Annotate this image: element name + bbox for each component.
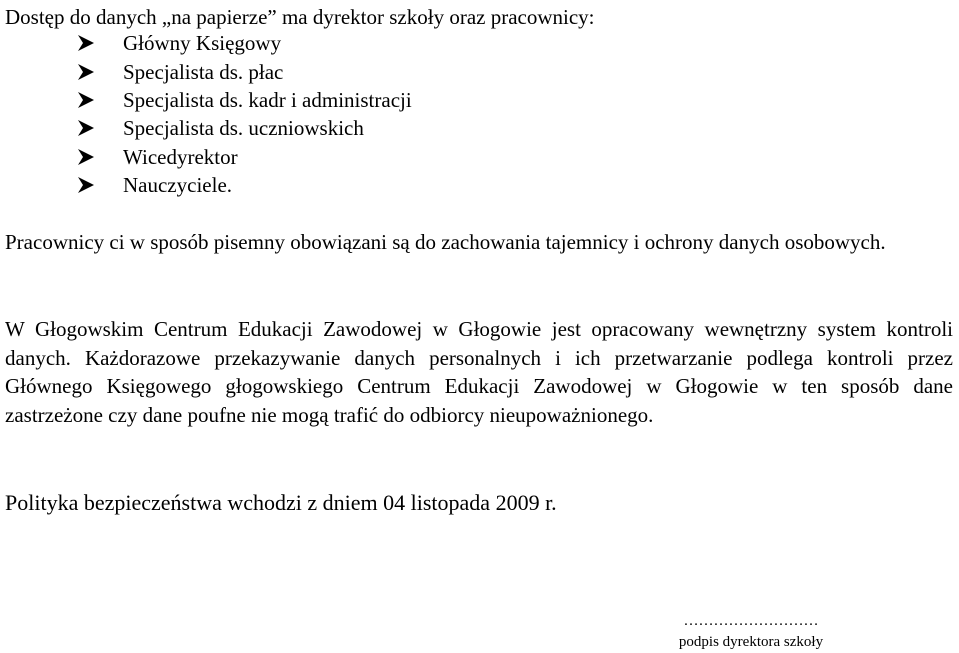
list-item (78, 57, 412, 85)
list-item (78, 86, 412, 114)
list-item-label: Wicedyrektor (123, 144, 238, 169)
arrow-bullet-icon (78, 120, 123, 136)
list-item-label: Specjalista ds. płac (123, 59, 284, 84)
arrow-bullet-icon (78, 149, 123, 165)
policy-effective-date: Polityka bezpieczeństwa wchodzi z dniem 04 listopada 2009 r. (5, 490, 557, 515)
list-item (78, 171, 412, 199)
list-item (78, 114, 412, 142)
list-item (78, 29, 412, 57)
intro-text: Dostęp do danych „na papierze” ma dyrektor szkoły oraz pracownicy: (5, 5, 595, 29)
list-item-label: Nauczyciele. (123, 173, 233, 198)
confidentiality-paragraph: Pracownicy ci w sposób pisemny obowiązani są do zachowania tajemnicy i ochrony danych osobowych. (5, 230, 886, 254)
list-item-label: Główny Księgowy (123, 31, 282, 56)
signature-line: ……………………… (683, 613, 819, 629)
signature-block (651, 612, 851, 652)
arrow-bullet-icon (78, 64, 123, 80)
list-item (78, 143, 412, 171)
list-item-label: Specjalista ds. kadr i administracji (123, 87, 412, 112)
document-page (5, 0, 953, 653)
list-item-label: Specjalista ds. uczniowskich (123, 116, 364, 141)
data-control-paragraph: W Głogowskim Centrum Edukacji Zawodowej w Głogowie jest opracowany wewnętrzny system kontroli danych. Każdorazowe przekazywanie danych personalnych i ich przetwarzanie podlega kontroli przez Głównego Księgowego głogowskiego Centrum Edukacji Zawodowej w Głogowie w ten sposób dane zastrzeżone czy dane poufne nie mogą trafić do odbiorcy nieupoważnionego. (5, 317, 953, 427)
arrow-bullet-icon (78, 177, 123, 193)
staff-list (78, 29, 412, 199)
signature-caption: podpis dyrektora szkoły (678, 634, 824, 650)
arrow-bullet-icon (78, 35, 123, 51)
arrow-bullet-icon (78, 92, 123, 108)
